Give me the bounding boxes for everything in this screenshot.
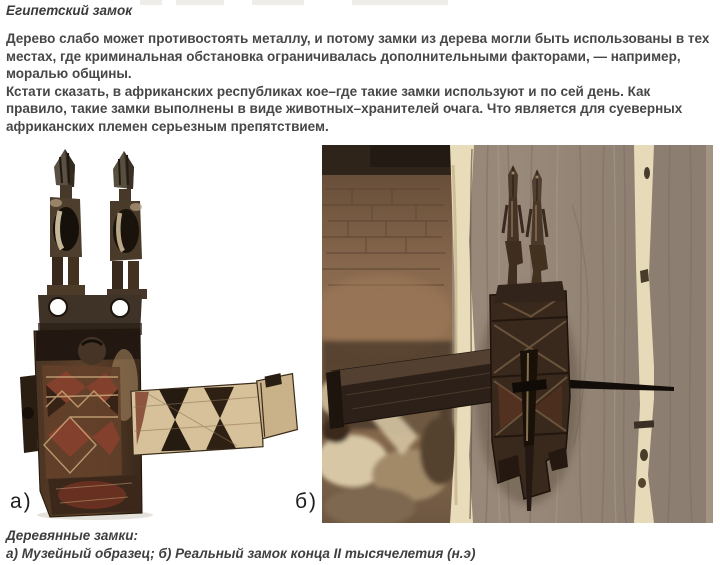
article-text — [6, 30, 718, 135]
article-text-line: моралью общины. — [6, 66, 132, 81]
article-text-line: Дерево слабо может противостоять металлу, и потому замки из дерева могли быть использованы в тех — [6, 31, 710, 46]
figure-a-label: а) — [10, 490, 33, 513]
figure-caption — [6, 527, 716, 562]
article-text-line: Кстати сказать, в африканских республиках кое–где такие замки используют и по сей день. Как — [6, 83, 651, 99]
top-edge-artifact — [252, 0, 304, 5]
door-lock-photo — [322, 145, 713, 523]
figure-b-label: б) — [295, 490, 319, 513]
page-title: Египетский замок — [6, 3, 133, 18]
top-edge-artifact — [140, 0, 162, 5]
article-text-line: правило, такие замки выполнены в виде животных–хранителей очага. Что является для суеверных — [6, 101, 683, 116]
caption-title: Деревянные замки: — [6, 528, 139, 543]
top-edge-artifact — [176, 0, 224, 5]
museum-lock-image — [0, 145, 320, 523]
top-edge-artifact — [352, 0, 448, 5]
article-text-line: местах, где криминальная обстановка ограничивалась дополнительными факторами, — например, — [6, 48, 681, 64]
article-text-line: африканских племен серьезным препятствием. — [6, 118, 329, 134]
caption-description: а) Музейный образец; б) Реальный замок конца II тысячелетия (н.э) — [6, 545, 476, 561]
